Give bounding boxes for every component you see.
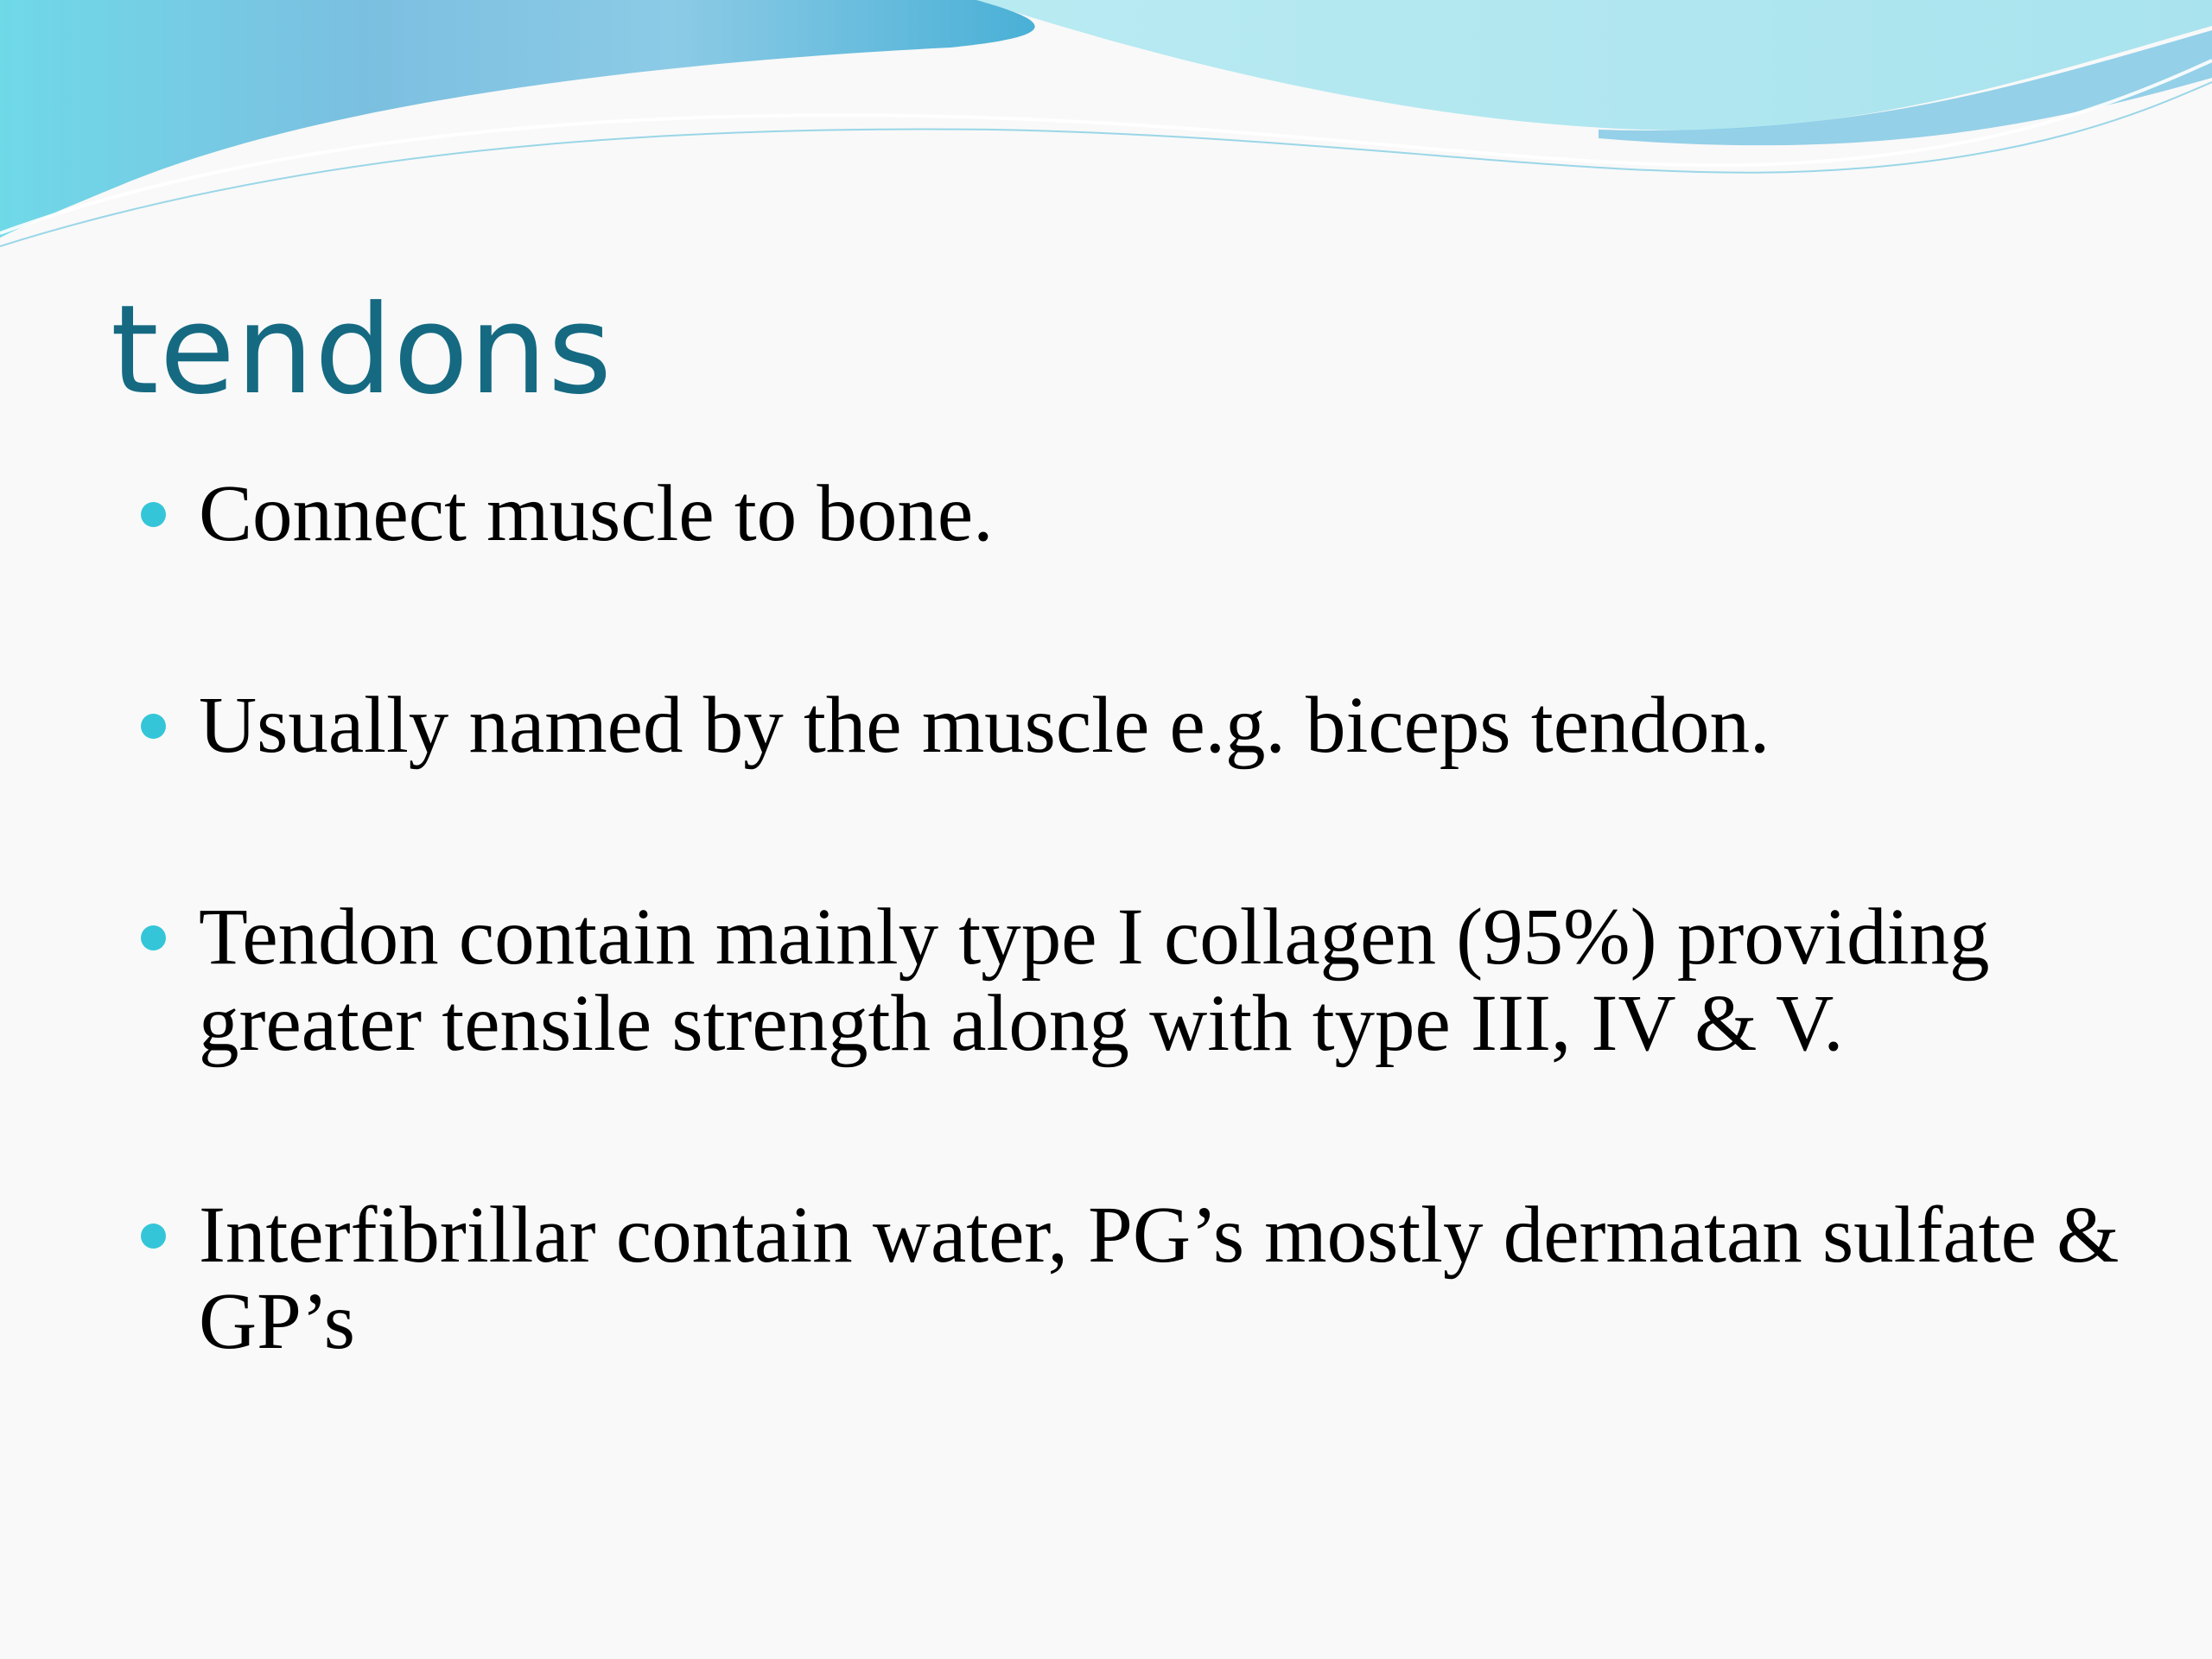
bullet-dot-icon [141, 925, 166, 950]
wave-left-shape [0, 0, 1035, 238]
bullet-dot-icon [141, 502, 166, 527]
bullet-item [134, 683, 2147, 769]
bullet-list [134, 471, 2147, 1491]
bullet-item [134, 894, 2147, 1067]
bullet-text: Interfibrillar contain water, PG’s mostly dermatan sulfate & GP’s [199, 1191, 2120, 1366]
bullet-dot-icon [141, 1224, 166, 1249]
bullet-dot-icon [141, 714, 166, 739]
slide-title: tendons [111, 279, 613, 422]
bullet-text: Usually named by the muscle e.g. biceps tendon. [199, 681, 1770, 770]
bullet-item [134, 1192, 2147, 1365]
bullet-text: Connect muscle to bone. [199, 469, 994, 558]
bullet-item [134, 471, 2147, 557]
decorative-wave-header [0, 0, 2212, 259]
bullet-text: Tendon contain mainly type I collagen (95%) providing greater tensile strength along with type III, IV & V. [199, 893, 1990, 1068]
